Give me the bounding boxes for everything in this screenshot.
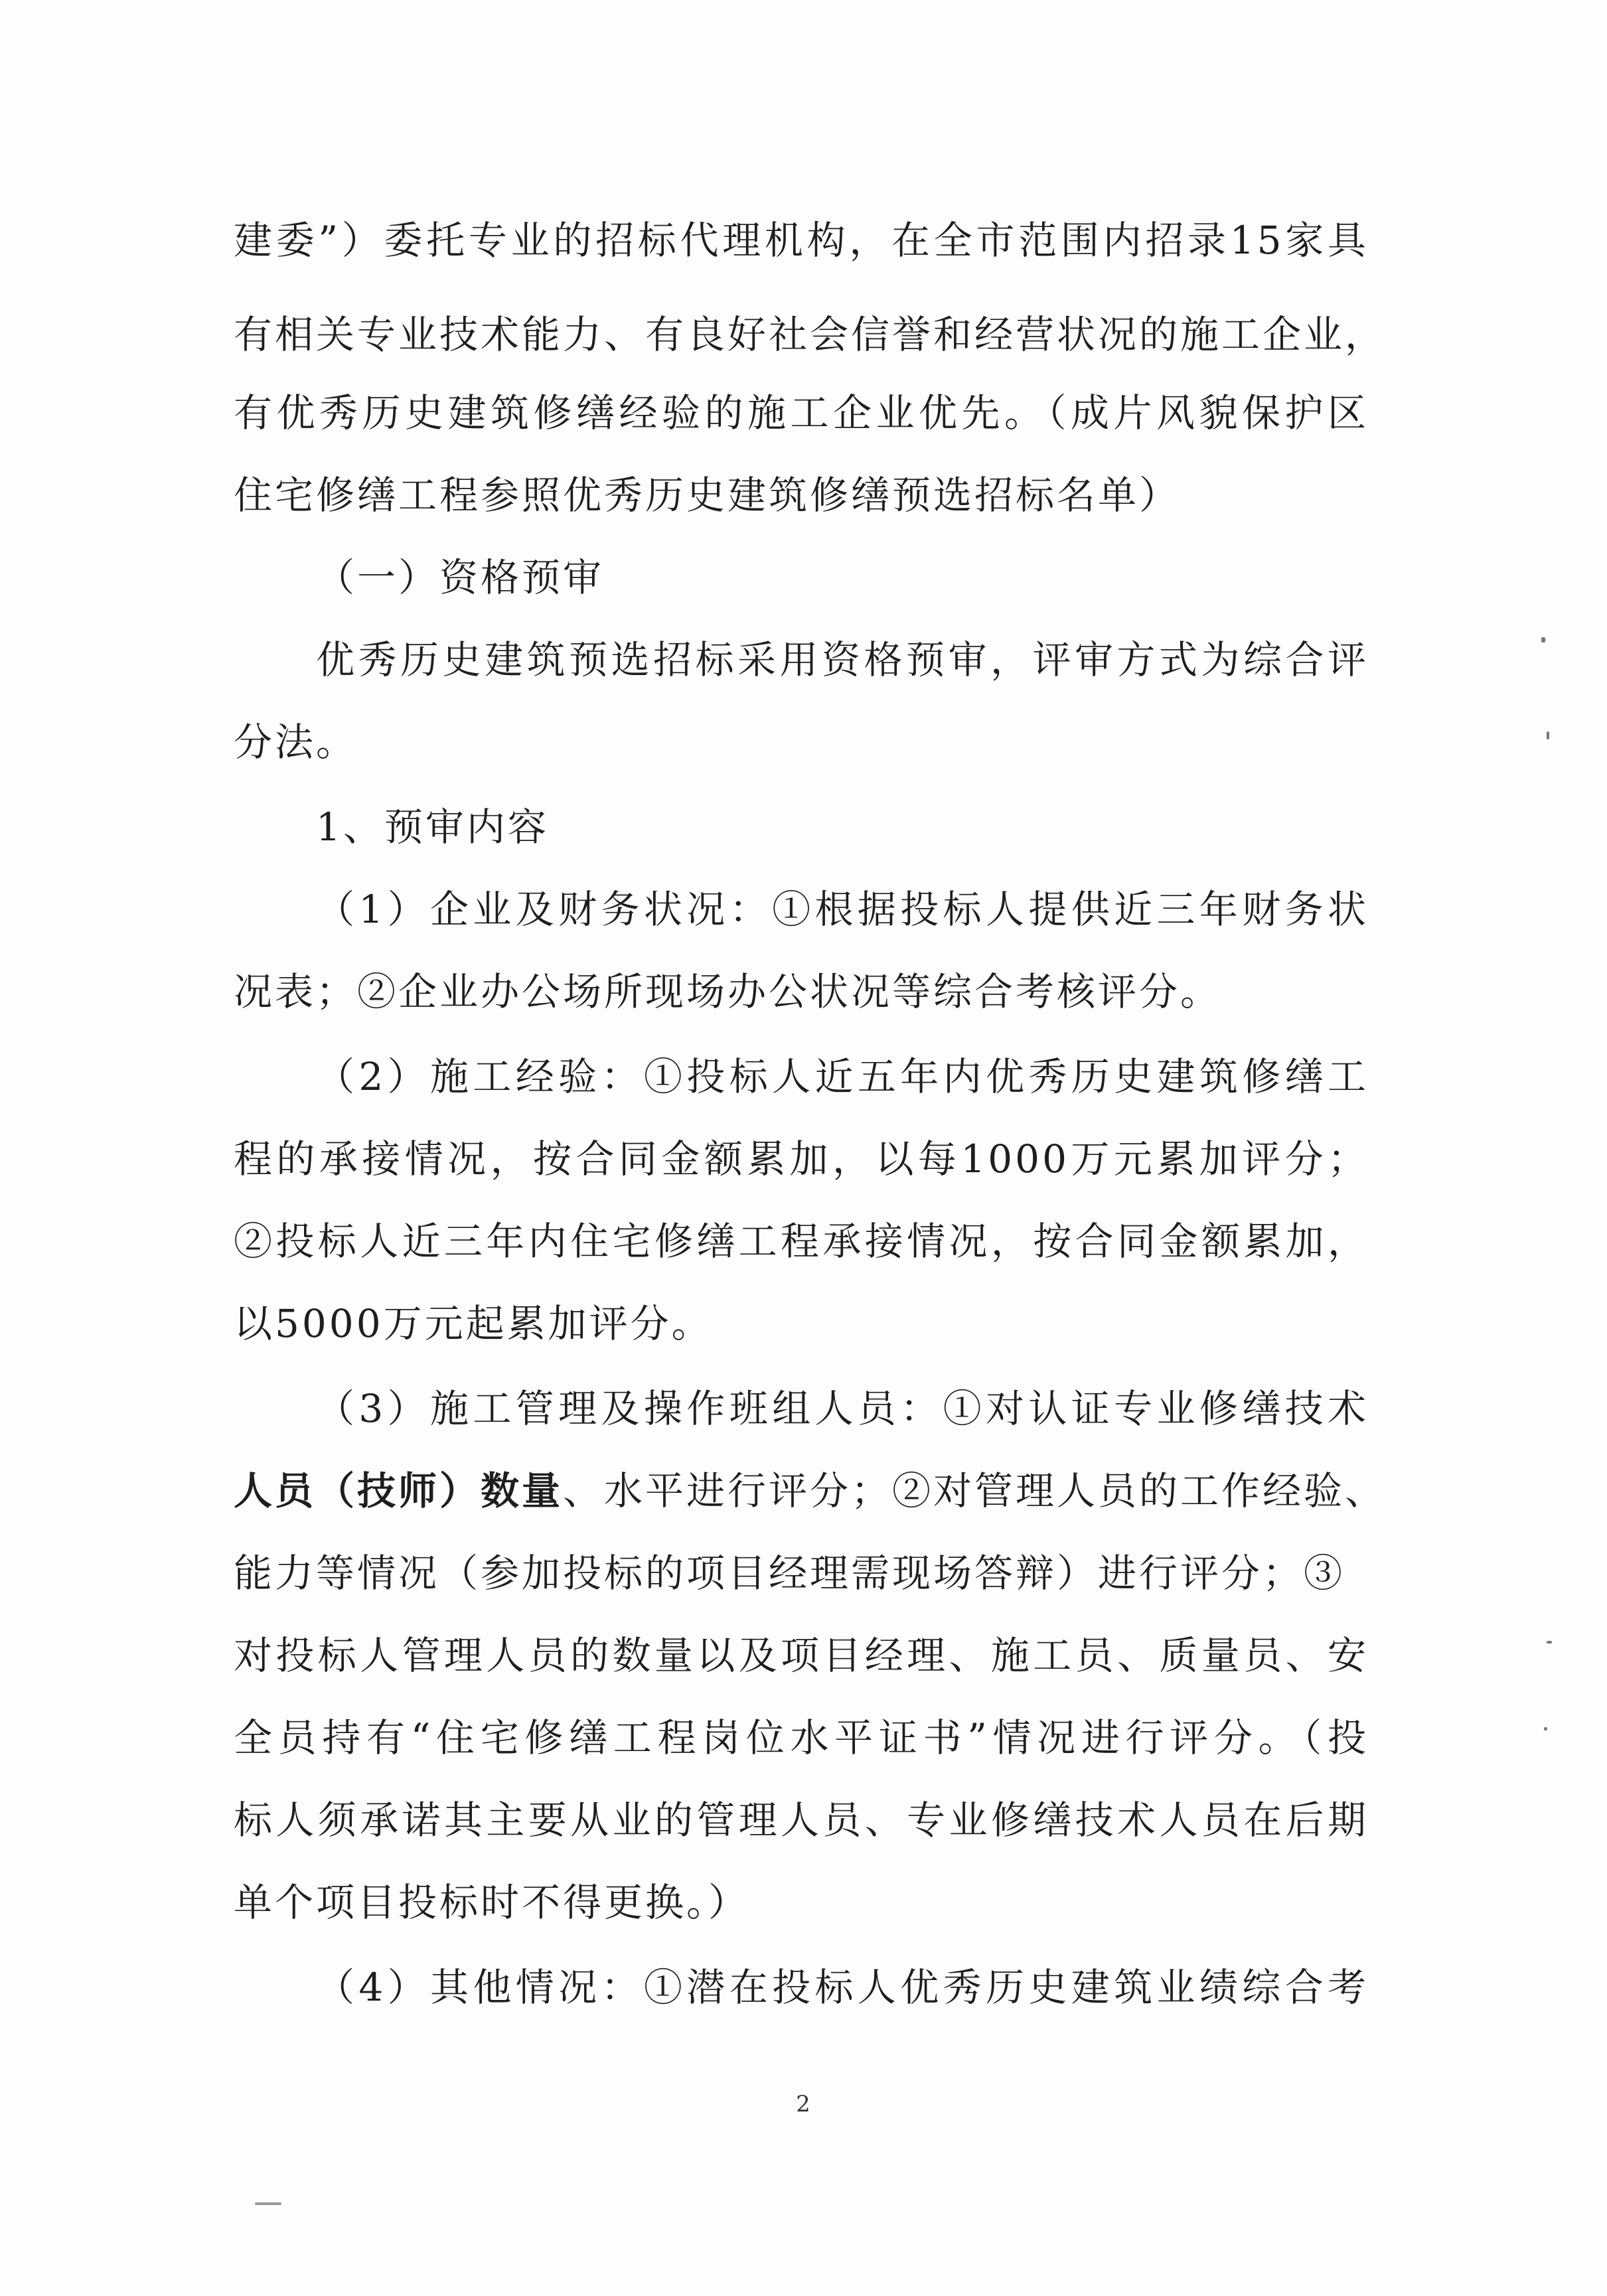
page-number: 2 [796, 2091, 810, 2117]
scan-speck [1547, 1641, 1552, 1644]
text-line-6: 优秀历史建筑预选招标采用资格预审，评审方式为综合评 [316, 637, 1369, 682]
text-line-21: 单个项目投标时不得更换。） [234, 1880, 750, 1925]
text-line-13: ②投标人近三年内住宅修缮工程承接情况，按合同金额累加， [234, 1219, 1369, 1264]
text-line-14: 以5000万元起累加评分。 [234, 1301, 713, 1346]
text-line-10: 况表；②企业办公场所现场办公状况等综合考核评分。 [234, 969, 1222, 1014]
text-line-16 [234, 1464, 1387, 1517]
text-line-22: （4）其他情况：①潜在投标人优秀历史建筑业绩综合考 [316, 1965, 1369, 2010]
text-line-19: 全员持有“住宅修缮工程岗位水平证书”情况进行评分。（投 [234, 1715, 1369, 1760]
subsection-heading-content: 1、预审内容 [316, 804, 549, 850]
text-line-17: 能力等情况（参加投标的项目经理需现场答辩）进行评分；③ [234, 1551, 1345, 1596]
text-line-4: 住宅修缮工程参照优秀历史建筑修缮预选招标名单） [234, 473, 1181, 518]
text-line-7: 分法。 [234, 720, 358, 765]
text-line-9: （1）企业及财务状况：①根据投标人提供近三年财务状 [316, 887, 1369, 932]
text-line-12: 程的承接情况，按合同金额累加，以每1000万元累加评分； [234, 1136, 1369, 1182]
text-line-20: 标人须承诺其主要从业的管理人员、专业修缮技术人员在后期 [234, 1798, 1369, 1843]
text-line-2: 有相关专业技术能力、有良好社会信誉和经营状况的施工企业， [234, 312, 1387, 357]
text-line-18: 对投标人管理人员的数量以及项目经理、施工员、质量员、安 [234, 1633, 1369, 1678]
text-line-15: （3）施工管理及操作班组人员：①对认证专业修缮技术 [316, 1386, 1369, 1431]
section-heading-qualification: （一）资格预审 [316, 555, 605, 600]
text-line-16-rest: 、水平进行评分；②对管理人员的工作经验、 [563, 1468, 1387, 1513]
text-line-3: 有优秀历史建筑修缮经验的施工企业优先。（成片风貌保护区 [234, 390, 1369, 435]
scan-speck [1541, 637, 1545, 643]
scan-speck [1544, 1727, 1547, 1730]
text-line-11: （2）施工经验：①投标人近五年内优秀历史建筑修缮工 [316, 1054, 1369, 1099]
scan-speck [255, 2202, 281, 2205]
text-line-16-bold: 人员（技师）数量 [234, 1468, 564, 1513]
text-line-1: 建委”）委托专业的招标代理机构，在全市范围内招录15家具 [234, 218, 1369, 263]
scan-speck [1547, 731, 1549, 739]
